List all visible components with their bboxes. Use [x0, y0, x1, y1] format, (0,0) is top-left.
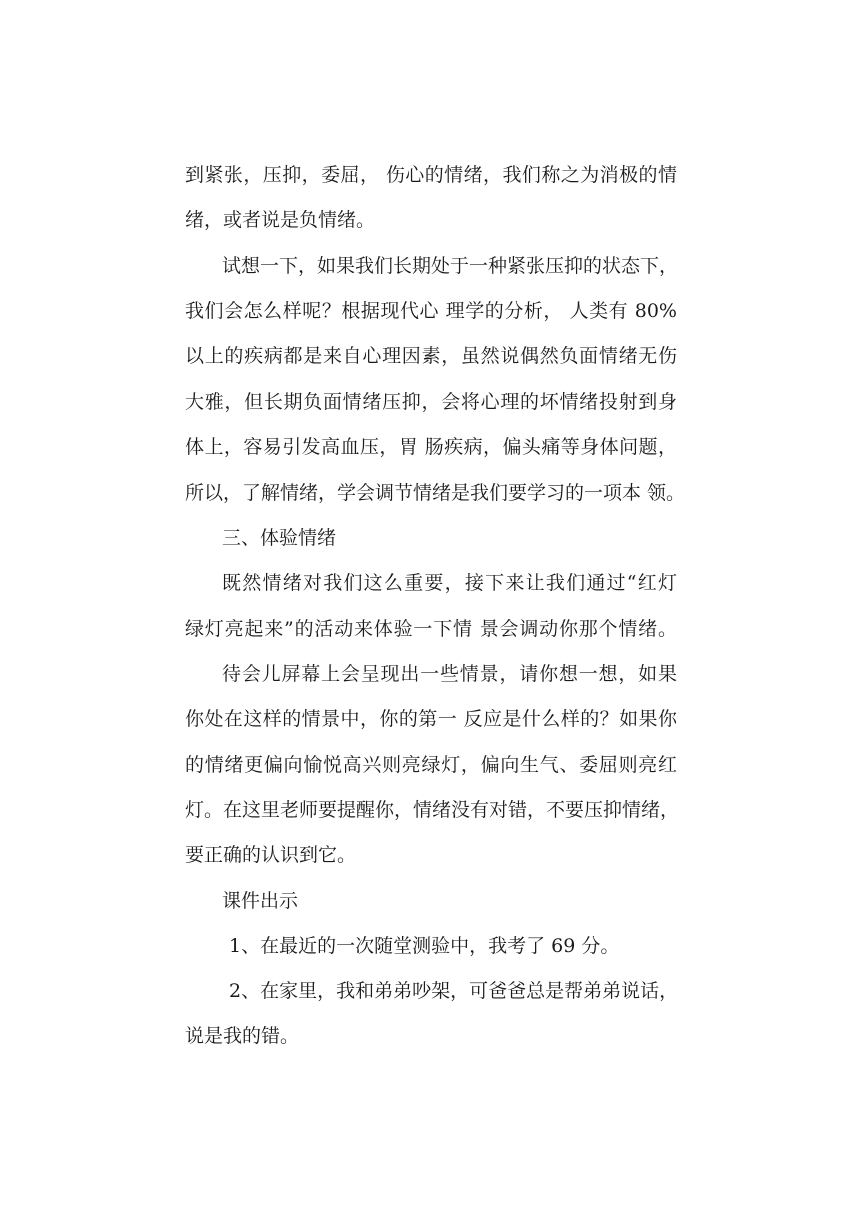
paragraph-3-line-2: 绿灯亮起来”的活动来体验一下情 景会调动你那个情绪。	[185, 618, 677, 640]
scenario-item-2-line-1: 2、在家里，我和弟弟吵架，可爸爸总是帮弟弟说话，	[229, 980, 679, 1002]
paragraph-2-line-4: 大雅，但长期负面情绪压抑，会将心理的坏情绪投射到身	[185, 391, 677, 413]
paragraph-4-line-2: 你处在这样的情景中，你的第一 反应是什么样的？如果你	[185, 708, 677, 730]
paragraph-4-line-5: 要正确的认识到它。	[185, 844, 357, 866]
paragraph-2-line-6: 所以，了解情绪，学会调节情绪是我们要学习的一项本 领。	[185, 482, 686, 504]
paragraph-2-line-1: 试想一下，如果我们长期处于一种紧张压抑的状态下，	[222, 255, 679, 277]
paragraph-2-line-3: 以上的疾病都是来自心理因素，虽然说偶然负面情绪无伤	[185, 345, 677, 367]
paragraph-4-line-1: 待会儿屏幕上会呈现出一些情景，请你想一想，如果	[222, 663, 677, 685]
paragraph-4-line-4: 灯。在这里老师要提醒你，情绪没有对错，不要压抑情绪，	[185, 799, 680, 821]
scenario-item-1: 1、在最近的一次随堂测验中，我考了 69 分。	[229, 935, 620, 957]
paragraph-1-line-1: 到紧张，压抑，委屈， 伤心的情绪，我们称之为消极的情	[185, 164, 677, 186]
courseware-label: 课件出示	[222, 890, 299, 912]
section-heading: 三、体验情绪	[222, 527, 337, 549]
scenario-item-2-line-2: 说是我的错。	[185, 1025, 300, 1047]
paragraph-2-line-2: 我们会怎么样呢？根据现代心 理学的分析， 人类有 80%	[185, 300, 677, 322]
paragraph-4-line-3: 的情绪更偏向愉悦高兴则亮绿灯，偏向生气、委屈则亮红	[185, 754, 677, 776]
paragraph-1-line-2: 绪，或者说是负情绪。	[185, 209, 376, 231]
paragraph-3-line-1: 既然情绪对我们这么重要，接下来让我们通过“红灯	[222, 572, 677, 594]
paragraph-2-line-5: 体上，容易引发高血压，胃 肠疾病，偏头痛等身体问题，	[185, 436, 677, 458]
